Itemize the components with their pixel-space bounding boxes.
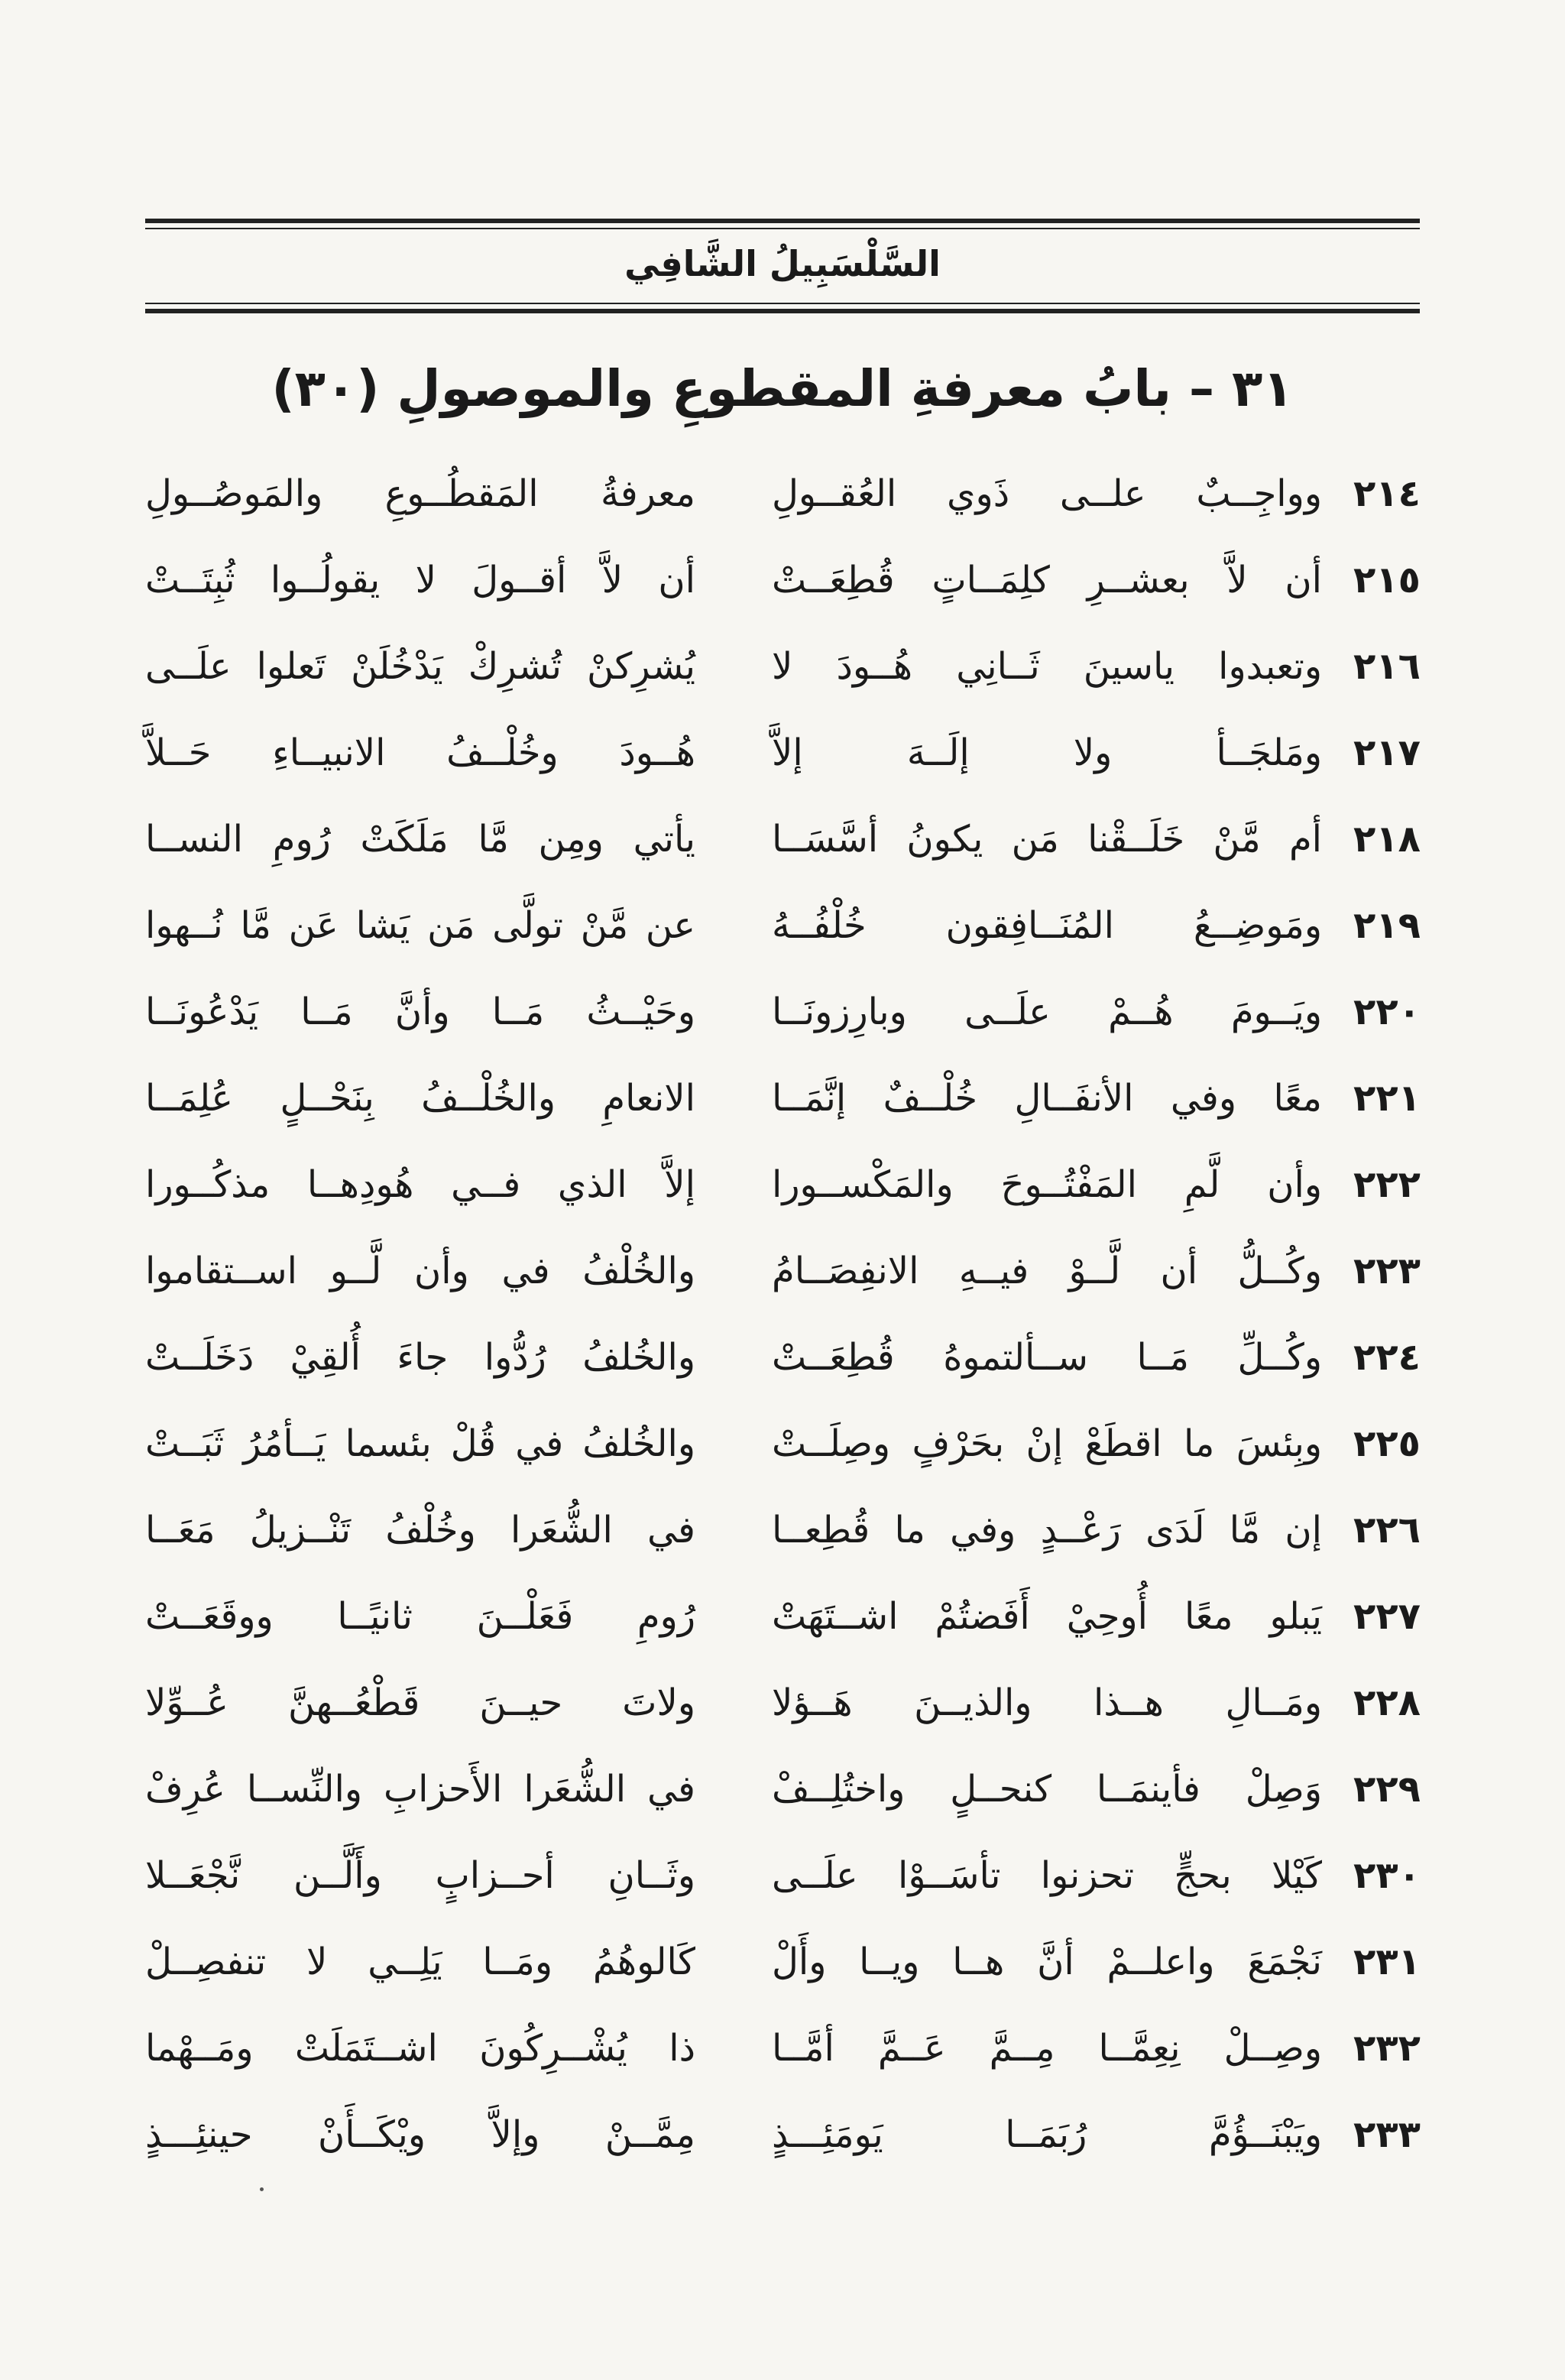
verse-number: ٢١٦ [1353, 645, 1421, 688]
running-header-title: السَّلْسَبِيلُ الشَّافِي [624, 243, 941, 284]
verse-second-hemistich: في الشُّعَرا وخُلْفُ تَنْــزيلُ مَعَــا [145, 1509, 695, 1552]
stray-dot [260, 2187, 264, 2191]
verse-row [145, 1149, 1444, 1236]
verse-first-hemistich: وصِــلْ نِعِمَّــا مِــمَّ عَــمَّ أمَّــا [772, 2027, 1322, 2070]
verse-first-hemistich: ويَــومَ هُــمْ علَــى وبارِزونَــا [772, 991, 1322, 1033]
verse-second-hemistich: كَالوهُمُ ومَــا يَلِــي لا تنفصِــلْ [145, 1941, 695, 1983]
chapter-title: ٣١ – بابُ معرفةِ المقطوعِ والموصولِ (٣٠) [271, 359, 1294, 418]
verse-first-hemistich: ومَــالِ هــذا والذيــنَ هَــؤلا [772, 1681, 1322, 1724]
header-bottom-rule-thin [145, 303, 1420, 304]
verse-first-hemistich: وواجِــبٌ علــى ذَوي العُقــولِ [772, 472, 1322, 515]
verse-number: ٢١٨ [1353, 818, 1421, 861]
verse-second-hemistich: رُومِ فَعَلْــنَ ثانيًــا ووقَعَــتْ [145, 1595, 695, 1638]
verse-row [145, 1322, 1444, 1409]
verse-second-hemistich: يُشرِكنْ تُشرِكْ يَدْخُلَنْ تَعلوا علَــى [145, 645, 695, 688]
verse-second-hemistich: يأتي ومِن مَّا مَلَكَتْ رُومِ النســا [145, 818, 695, 861]
verse-row [145, 977, 1444, 1063]
verse-number: ٢٢٩ [1353, 1768, 1421, 1811]
verse-number: ٢٢٣ [1353, 1250, 1421, 1292]
verse-number: ٢٣٢ [1353, 2027, 1421, 2070]
verse-first-hemistich: إن مَّا لَدَى رَعْــدٍ وفي ما قُطِعــا [772, 1509, 1322, 1552]
verse-row [145, 2100, 1444, 2186]
verse-row [145, 1754, 1444, 1840]
verse-first-hemistich: وكُــلُّ أن لَّــوْ فيــهِ الانفِصَــامُ [772, 1250, 1322, 1292]
verse-row [145, 890, 1444, 977]
verse-number: ٢١٥ [1353, 559, 1421, 601]
verse-row [145, 1927, 1444, 2013]
verse-number: ٢٢٧ [1353, 1595, 1421, 1638]
verse-row [145, 1409, 1444, 1495]
verse-number: ٢٣١ [1353, 1941, 1421, 1983]
verse-number: ٢٢٠ [1353, 991, 1421, 1033]
verse-second-hemistich: ذا يُشْــرِكُونَ اشــتَمَلَتْ ومَــهْما [145, 2027, 695, 2070]
verse-first-hemistich: وبِئسَ ما اقطَعْ إنْ بحَرْفٍ وصِلَــتْ [772, 1422, 1322, 1465]
verse-row [145, 718, 1444, 804]
verse-row [145, 1063, 1444, 1149]
verse-first-hemistich: وأن لَّمِ المَفْتُــوحَ والمَكْســورا [772, 1163, 1322, 1206]
verse-first-hemistich: أن لاَّ بعشــرِ كلِمَــاتٍ قُطِعَــتْ [772, 559, 1322, 601]
verse-second-hemistich: أن لاَّ أقــولَ لا يقولُــوا ثُبِتَــتْ [145, 559, 695, 601]
verse-first-hemistich: وتعبدوا ياسينَ ثَــانِي هُــودَ لا [772, 645, 1322, 688]
verse-number: ٢٢٢ [1353, 1163, 1421, 1206]
verse-first-hemistich: ومَلجَــأ ولا إلَــهَ إلاَّ [772, 731, 1322, 774]
verse-first-hemistich: معًا وفي الأنفَــالِ خُلْــفٌ إنَّمَــا [772, 1077, 1322, 1120]
verse-number: ٢١٧ [1353, 731, 1421, 774]
verse-first-hemistich: أم مَّنْ خَلَــقْنا مَن يكونُ أسَّسَــا [772, 818, 1322, 861]
verse-second-hemistich: في الشُّعَرا الأَحزابِ والنِّســا عُرِفْ [145, 1768, 695, 1811]
verse-row [145, 1495, 1444, 1581]
verse-second-hemistich: والخُلفُ رُدُّوا جاءَ أُلقِيْ دَخَلَــتْ [145, 1336, 695, 1379]
verse-row [145, 1840, 1444, 1927]
verse-row [145, 2013, 1444, 2100]
verse-first-hemistich: ومَوضِــعُ المُنَــافِقون خُلْفُــهُ [772, 904, 1322, 947]
verse-first-hemistich: يَبلو معًا أُوحِيْ أَفَضتُمْ اشــتَهَتْ [772, 1595, 1322, 1638]
verse-list [145, 459, 1444, 2186]
verse-row [145, 631, 1444, 718]
verse-first-hemistich: نَجْمَعَ واعلــمْ أنَّ هــا ويــا وأَلْ [772, 1941, 1322, 1983]
verse-number: ٢١٤ [1353, 472, 1421, 515]
verse-number: ٢٣٠ [1353, 1854, 1421, 1897]
verse-number: ٢٢٨ [1353, 1681, 1421, 1724]
verse-number: ٢٢٦ [1353, 1509, 1421, 1552]
verse-row [145, 1581, 1444, 1668]
verse-first-hemistich: ويَبْنَــؤُمَّ رُبَمَــا يَومَئِـــذٍ [772, 2113, 1322, 2156]
verse-row [145, 545, 1444, 631]
verse-second-hemistich: والخُلْفُ في وأن لَّــو اســتقاموا [145, 1250, 695, 1292]
verse-second-hemistich: عن مَّنْ تولَّى مَن يَشا عَن مَّا نُــهوا [145, 904, 695, 947]
verse-row [145, 804, 1444, 890]
verse-second-hemistich: هُــودَ وخُلْــفُ الانبيــاءِ حَــلاَّ [145, 731, 695, 774]
verse-second-hemistich: معرفةُ المَقطُــوعِ والمَوصُــولِ [145, 472, 695, 515]
verse-number: ٢٢٤ [1353, 1336, 1421, 1379]
verse-second-hemistich: وحَيْــثُ مَــا وأنَّ مَــا يَدْعُونَــا [145, 991, 695, 1033]
header-top-rule-thin [145, 228, 1420, 229]
verse-number: ٢٣٣ [1353, 2113, 1421, 2156]
verse-row [145, 1668, 1444, 1754]
verse-second-hemistich: مِمَّــنْ وإلاَّ ويْكَــأَنْ حينئِـــذٍ [145, 2113, 695, 2156]
verse-number: ٢٢٥ [1353, 1422, 1421, 1465]
verse-second-hemistich: ولاتَ حيــنَ قَطْعُــهنَّ عُــوِّلا [145, 1681, 695, 1724]
header-bottom-rule-thick [145, 309, 1420, 313]
verse-second-hemistich: والخُلفُ في قُلْ بئسما يَــأمُرُ ثَبَــتْ [145, 1422, 695, 1465]
verse-second-hemistich: إلاَّ الذي فــي هُودِهــا مذكُــورا [145, 1163, 695, 1206]
verse-number: ٢٢١ [1353, 1077, 1421, 1120]
verse-second-hemistich: وثَــانِ أحــزابٍ وأَلَّــن نَّجْعَــلا [145, 1854, 695, 1897]
verse-first-hemistich: وَصِلْ فأينمَــا كنحــلٍ واختُلِــفْ [772, 1768, 1322, 1811]
verse-second-hemistich: الانعامِ والخُلْــفُ بِنَحْــلٍ عُلِمَــا [145, 1077, 695, 1120]
verse-row [145, 459, 1444, 545]
verse-row [145, 1236, 1444, 1322]
header-top-rule-thick [145, 219, 1420, 223]
verse-number: ٢١٩ [1353, 904, 1421, 947]
verse-first-hemistich: كَيْلا بحجٍّ تحزنوا تأسَــوْا علَــى [772, 1854, 1322, 1897]
verse-first-hemistich: وكُــلِّ مَــا ســألتموهُ قُطِعَــتْ [772, 1336, 1322, 1379]
